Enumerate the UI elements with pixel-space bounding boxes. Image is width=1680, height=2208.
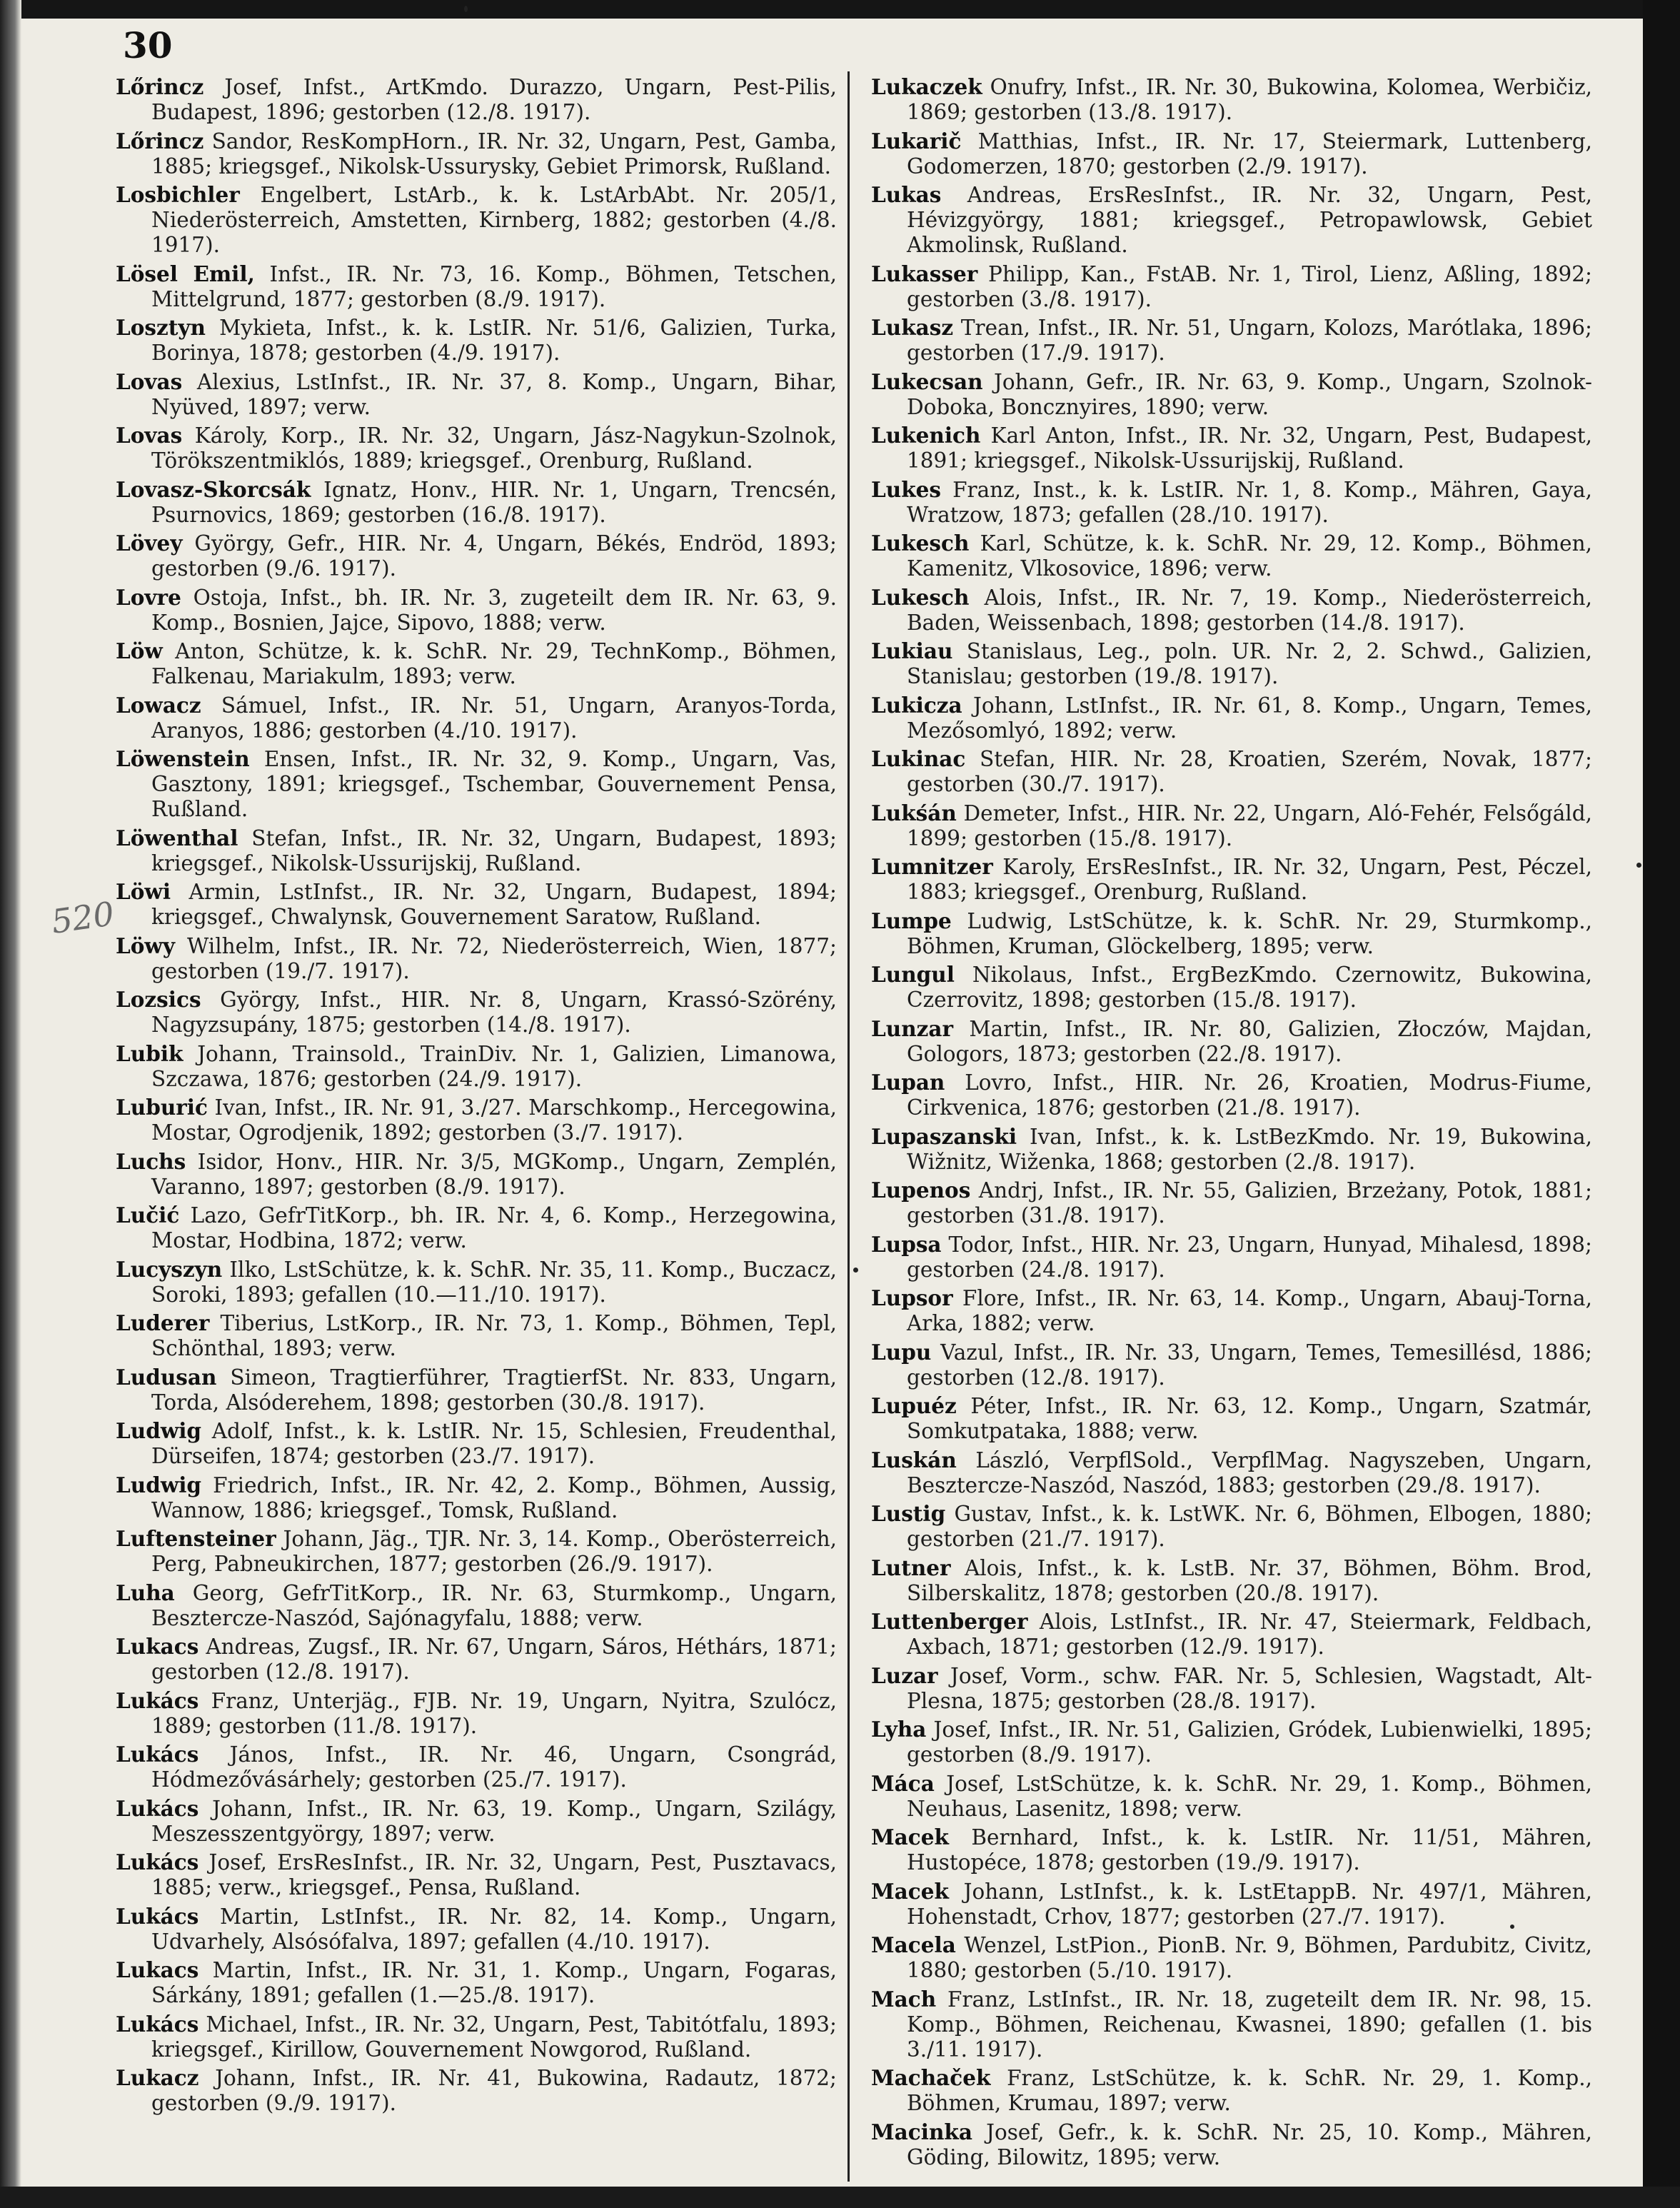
register-entry [871,1501,1592,1552]
register-entry [116,261,837,312]
register-entry [116,1203,837,1253]
entry-details: Péter, Infst., IR. Nr. 63, 12. Komp., Ungarn, Szatmár, Somkutpataka, 1888; verw. [907,1394,1592,1443]
entry-surname: Losztyn [116,315,206,340]
entry-surname: Machaček [871,2065,991,2090]
register-entry [871,1016,1592,1067]
entry-surname: Luha [116,1580,175,1605]
register-entry [116,1580,837,1631]
register-entry [871,261,1592,312]
entry-details: Isidor, Honv., HIR. Nr. 3/5, MGKomp., Ungarn, Zemplén, Varanno, 1897; gestorben (8./9. 1917). [151,1149,837,1199]
entry-details: Martin, Infst., IR. Nr. 31, 1. Komp., Ungarn, Fogaras, Sárkány, 1891; gefallen (1.—25./8. 1917). [151,1958,837,2007]
entry-details: Franz, LstInfst., IR. Nr. 18, zugeteilt dem IR. Nr. 98, 15. Komp., Böhmen, Reichenau, Kwasnei, 1890; gefallen (1. bis 3./11. 1917). [907,1987,1592,2062]
entry-details: Johann, Jäg., TJR. Nr. 3, 14. Komp., Oberösterreich, Perg, Pabneukirchen, 1877; gestorben (26./9. 1917). [151,1527,837,1576]
register-entry [871,1285,1592,1336]
entry-surname: Lozsics [116,987,201,1012]
entry-details: Ensen, Infst., IR. Nr. 32, 9. Komp., Ungarn, Vas, Gasztony, 1891; kriegsgef., Tschembar, Gouvernement Pensa, Rußland. [151,747,837,821]
entry-details: György, Gefr., HIR. Nr. 4, Ungarn, Békés, Endröd, 1893; gestorben (9./6. 1917). [151,531,837,581]
register-entry [871,129,1592,179]
entry-surname: Lupu [871,1339,932,1365]
entry-details: Onufry, Infst., IR. Nr. 30, Bukowina, Kolomea, Werbičiz, 1869; gestorben (13./8. 1917). [907,75,1592,124]
column-divider [847,71,850,2182]
entry-surname: Löwy [116,933,175,958]
entry-details: Johann, LstInfst., IR. Nr. 61, 8. Komp., Ungarn, Temes, Mezősomlyó, 1892; verw. [907,693,1592,743]
entry-details: Sámuel, Infst., IR. Nr. 51, Ungarn, Aranyos-Torda, Aranyos, 1886; gestorben (4./10. 1917). [151,693,837,743]
register-entry [116,1418,837,1469]
entry-details: Stefan, Infst., IR. Nr. 32, Ungarn, Budapest, 1893; kriegsgef., Nikolsk-Ussurijskij, Rußland. [151,826,837,875]
entry-surname: Lučić [116,1203,180,1228]
register-entry [871,2065,1592,2116]
entry-details: Georg, GefrTitKorp., IR. Nr. 63, Sturmkomp., Ungarn, Besztercze-Naszód, Sajónagyfalu, 1888; verw. [151,1580,837,1630]
entry-details: Wenzel, LstPion., PionB. Nr. 9, Böhmen, Pardubitz, Civitz, 1880; gestorben (5./10. 1917). [907,1933,1592,1982]
register-entry [116,369,837,420]
entry-surname: Lyha [871,1717,927,1742]
register-entry [116,933,837,984]
entry-details: Andrj, Infst., IR. Nr. 55, Galizien, Brzeżany, Potok, 1881; gestorben (31./8. 1917). [907,1178,1592,1228]
entry-surname: Lupuéz [871,1393,957,1418]
entry-details: Stefan, HIR. Nr. 28, Kroatien, Szerém, Novak, 1877; gestorben (30./7. 1917). [907,747,1592,796]
entry-surname: Mach [871,1986,937,2012]
register-entry [871,746,1592,797]
entry-details: Michael, Infst., IR. Nr. 32, Ungarn, Pest, Tabitótfalu, 1893; kriegsgef., Kirillow, Gouvernement Nowgorod, Rußland. [151,2012,837,2062]
entry-surname: Lupan [871,1070,945,1095]
entry-surname: Lukiau [871,638,953,663]
entry-surname: Lukacs [116,1634,199,1659]
register-entry [116,826,837,876]
entry-details: Alexius, LstInfst., IR. Nr. 37, 8. Komp., Ungarn, Bihar, Nyüved, 1897; verw. [151,369,837,419]
register-entry [871,1717,1592,1767]
entry-details: Infst., IR. Nr. 73, 16. Komp., Böhmen, Tetschen, Mittelgrund, 1877; gestorben (8./9. 1917). [151,261,837,311]
entry-details: Johann, Infst., IR. Nr. 41, Bukowina, Radautz, 1872; gestorben (9./9. 1917). [151,2066,837,2115]
entry-details: Trean, Infst., IR. Nr. 51, Ungarn, Kolozs, Marótlaka, 1896; gestorben (17./9. 1917). [907,316,1592,365]
register-entry [871,1555,1592,1606]
register-entry [116,315,837,366]
entry-surname: Lukács [116,1687,199,1713]
entry-surname: Lucyszyn [116,1256,223,1282]
ink-speck [853,1268,858,1273]
register-entry [871,1340,1592,1390]
register-entry [116,2012,837,2062]
register-entry [116,746,837,822]
right-column [871,74,1592,2173]
scan-edge-top [0,0,1680,19]
entry-details: Gustav, Infst., k. k. LstWK. Nr. 6, Böhmen, Elbogen, 1880; gestorben (21./7. 1917). [907,1502,1592,1551]
entry-details: Martin, LstInfst., IR. Nr. 82, 14. Komp., Ungarn, Udvarhely, Alsósófalva, 1897; gefallen (4./10. 1917). [151,1904,837,1954]
entry-surname: Lukács [116,1850,199,1875]
entry-surname: Luskán [871,1447,957,1472]
entry-surname: Lukesch [871,531,970,556]
entry-details: Mykieta, Infst., k. k. LstIR. Nr. 51/6, Galizien, Turka, Borinya, 1878; gestorben (4./9. 1917). [151,316,837,365]
entry-surname: Macela [871,1932,956,1957]
register-entry [871,908,1592,959]
entry-details: Josef, Infst., IR. Nr. 51, Galizien, Gródek, Lubienwielki, 1895; gestorben (8./9. 1917). [907,1717,1592,1767]
register-entry [871,1825,1592,1875]
entry-details: Karl, Schütze, k. k. SchR. Nr. 29, 12. Komp., Böhmen, Kamenitz, Vlkosovice, 1896; verw. [907,531,1592,581]
register-entry [116,1957,837,2008]
entry-surname: Lukács [116,1742,199,1767]
entry-surname: Lukács [116,1795,199,1821]
register-entry [871,531,1592,581]
entry-details: László, VerpflSold., VerpflMag. Nagyszeben, Ungarn, Besztercze-Naszód, Naszód, 1883; gestorben (29./8. 1917). [907,1447,1592,1497]
register-entry [871,693,1592,743]
entry-surname: Lukasz [871,315,954,340]
register-entry [116,1149,837,1200]
entry-surname: Löwenstein [116,746,250,771]
entry-surname: Lőrincz [116,74,204,99]
entry-details: Károly, Korp., IR. Nr. 32, Ungarn, Jász-Nagykun-Szolnok, Törökszentmiklós, 1889; kriegsgef., Orenburg, Rußland. [151,423,837,473]
entry-details: Ilko, LstSchütze, k. k. SchR. Nr. 35, 11. Komp., Buczacz, Soroki, 1893; gefallen (10.—11./10. 1917). [151,1257,837,1307]
entry-details: Bernhard, Infst., k. k. LstIR. Nr. 11/51, Mähren, Hustopéce, 1878; gestorben (19./9. 1917). [907,1825,1592,1875]
entry-details: János, Infst., IR. Nr. 46, Ungarn, Csongrád, Hódmezővásárhely; gestorben (25./7. 1917). [151,1742,837,1792]
entry-surname: Luzar [871,1662,938,1688]
left-column [116,74,837,2119]
entry-surname: Lukinac [871,746,966,771]
entry-surname: Lukesch [871,584,970,610]
register-entry [116,1904,837,1954]
entry-details: Ivan, Infst., IR. Nr. 91, 3./27. Marschkomp., Hercegowina, Mostar, Ogrodjenik, 1892; gestorben (3./7. 1917). [151,1095,837,1145]
entry-details: Stanislaus, Leg., poln. UR. Nr. 2, 2. Schwd., Galizien, Stanislau; gestorben (19./8. 1917). [907,639,1592,688]
entry-surname: Macinka [871,2119,972,2144]
entry-surname: Lukes [871,476,942,502]
entry-surname: Lukács [116,2011,199,2037]
entry-details: Andreas, ErsResInfst., IR. Nr. 32, Ungarn, Pest, Hévizgyörgy, 1881; kriegsgef., Petropawlowsk, Gebiet Akmolinsk, Rußland. [907,183,1592,257]
entry-details: Johann, Gefr., IR. Nr. 63, 9. Komp., Ungarn, Szolnok-Doboka, Boncznyires, 1890; verw. [907,369,1592,419]
entry-details: Engelbert, LstArb., k. k. LstArbAbt. Nr. 205/1, Niederösterreich, Amstetten, Kirnberg, 1882; gestorben (4./8. 1917). [151,183,837,257]
register-entry [871,1232,1592,1283]
register-entry [116,74,837,125]
entry-details: Josef, LstSchütze, k. k. SchR. Nr. 29, 1. Komp., Böhmen, Neuhaus, Lasenitz, 1898; verw. [907,1771,1592,1821]
entry-details: Andreas, Zugsf., IR. Nr. 67, Ungarn, Sáros, Héthárs, 1871; gestorben (12./8. 1917). [151,1635,837,1684]
entry-surname: Lőrincz [116,128,204,154]
entry-details: Tiberius, LstKorp., IR. Nr. 73, 1. Komp., Böhmen, Tepl, Schönthal, 1893; verw. [151,1311,837,1360]
entry-surname: Lukacz [116,2065,199,2090]
entry-surname: Lubik [116,1040,183,1066]
entry-surname: Lupsa [871,1231,942,1257]
register-entry [116,585,837,636]
register-entry [116,879,837,930]
register-entry [116,1742,837,1792]
entry-surname: Lukicza [871,692,962,718]
register-entry [116,693,837,743]
entry-surname: Lustig [871,1501,946,1526]
register-entry [116,1796,837,1847]
entry-surname: Lukacs [116,1957,199,1982]
entry-details: Johann, Trainsold., TrainDiv. Nr. 1, Galizien, Limanowa, Szczawa, 1876; gestorben (24./9. 1917). [151,1041,837,1091]
entry-details: Vazul, Infst., IR. Nr. 33, Ungarn, Temes, Temesillésd, 1886; gestorben (12./8. 1917). [907,1340,1592,1390]
entry-surname: Lumnitzer [871,854,993,879]
register-entry [116,2065,837,2116]
entry-details: Alois, LstInfst., IR. Nr. 47, Steiermark, Feldbach, Axbach, 1871; gestorben (12./9. 1917). [907,1610,1592,1659]
scan-edge-left [0,0,21,2208]
register-entry [871,1178,1592,1228]
entry-details: Demeter, Infst., HIR. Nr. 22, Ungarn, Aló-Fehér, Felsőgáld, 1899; gestorben (15./8. 1917). [907,801,1592,850]
entry-surname: Ludwig [116,1472,202,1497]
register-entry [871,585,1592,636]
entry-surname: Lowacz [116,692,201,718]
entry-surname: Luftensteiner [116,1526,276,1551]
register-entry [871,801,1592,851]
ink-speck [1636,863,1641,868]
entry-surname: Macek [871,1878,949,1904]
register-entry [116,987,837,1038]
entry-surname: Löwenthal [116,825,238,850]
register-entry [871,1932,1592,1983]
register-entry [116,477,837,528]
entry-details: Ivan, Infst., k. k. LstBezKmdo. Nr. 19, Bukowina, Wižnitz, Wiženka, 1868; gestorben (2./8. 1917). [907,1124,1592,1174]
entry-details: Ludwig, LstSchütze, k. k. SchR. Nr. 29, Sturmkomp., Böhmen, Kruman, Glöckelberg, 1895; verw. [907,908,1592,958]
entry-surname: Ludusan [116,1364,217,1390]
register-entry [116,531,837,581]
ink-speck [1510,1925,1514,1929]
entry-surname: Luburić [116,1095,208,1120]
entry-surname: Máca [871,1770,935,1796]
entry-details: Alois, Infst., k. k. LstB. Nr. 37, Böhmen, Böhm. Brod, Silberskalitz, 1878; gestorben (20./8. 1917). [907,1555,1592,1605]
register-entry [116,1472,837,1523]
register-entry [116,1041,837,1092]
entry-details: Martin, Infst., IR. Nr. 80, Galizien, Złoczów, Majdan, Gologors, 1873; gestorben (22./8. 1917). [907,1016,1592,1066]
entry-details: Lovro, Infst., HIR. Nr. 26, Kroatien, Modrus-Fiume, Cirkvenica, 1876; gestorben (21./8. 1917). [907,1070,1592,1120]
entry-details: Josef, Vorm., schw. FAR. Nr. 5, Schlesien, Wagstadt, Alt-Plesna, 1875; gestorben (28./8. 1917). [907,1663,1592,1713]
entry-details: Josef, Gefr., k. k. SchR. Nr. 25, 10. Komp., Mähren, Göding, Bilowitz, 1895; verw. [907,2119,1592,2169]
register-entry [871,315,1592,366]
entry-details: Franz, Unterjäg., FJB. Nr. 19, Ungarn, Nyitra, Szulócz, 1889; gestorben (11./8. 1917). [151,1688,837,1738]
entry-surname: Luchs [116,1148,186,1174]
entry-surname: Lovre [116,584,181,610]
register-entry [116,1688,837,1739]
entry-details: Johann, LstInfst., k. k. LstEtappB. Nr. 497/1, Mähren, Hohenstadt, Crhov, 1877; gestorben (27./7. 1917). [907,1879,1592,1929]
entry-details: Nikolaus, Infst., ErgBezKmdo. Czernowitz, Bukowina, Czerrovitz, 1898; gestorben (15./8. 1917). [907,963,1592,1012]
handwritten-margin-note: 520 [49,894,117,941]
entry-surname: Ludwig [116,1418,202,1443]
entry-surname: Lovasz-Skorcsák [116,476,311,502]
entry-surname: Lukśán [871,800,957,826]
entry-surname: Lovas [116,368,183,394]
register-entry [871,477,1592,528]
entry-details: Karl Anton, Infst., IR. Nr. 32, Ungarn, Pest, Budapest, 1891; kriegsgef., Nikolsk-Ussurijskij, Rußland. [907,423,1592,473]
register-entry [871,1987,1592,2062]
register-entry [871,854,1592,905]
entry-surname: Losbichler [116,182,240,207]
page-number: 30 [123,24,173,66]
entry-surname: Lukács [116,1903,199,1929]
register-entry [871,2119,1592,2170]
entry-details: Todor, Infst., HIR. Nr. 23, Ungarn, Hunyad, Mihalesd, 1898; gestorben (24./8. 1917). [907,1232,1592,1282]
entry-surname: Lövey [116,531,183,556]
entry-details: Simeon, Tragtierführer, TragtierfSt. Nr. 833, Ungarn, Torda, Alsóderehem, 1898; gestorben (30./8. 1917). [151,1365,837,1415]
entry-surname: Lupsor [871,1285,953,1310]
register-entry [871,182,1592,258]
entry-details: Ignatz, Honv., HIR. Nr. 1, Ungarn, Trencsén, Psurnovics, 1869; gestorben (16./8. 1917). [151,477,837,527]
entry-details: Josef, Infst., ArtKmdo. Durazzo, Ungarn, Pest-Pilis, Budapest, 1896; gestorben (12./8. 1917). [151,75,837,124]
entry-details: Flore, Infst., IR. Nr. 63, 14. Komp., Ungarn, Abauj-Torna, Arka, 1882; verw. [907,1286,1592,1335]
register-entry [871,1663,1592,1714]
entry-surname: Lukaczek [871,74,982,99]
entry-surname: Macek [871,1825,949,1850]
entry-surname: Lunzar [871,1015,954,1041]
register-entry [871,1447,1592,1498]
entry-surname: Löwi [116,879,171,904]
scan-edge-bottom [0,2187,1680,2208]
register-entry [116,1634,837,1685]
entry-surname: Luttenberger [871,1609,1028,1634]
ink-speck [464,6,468,12]
entry-details: György, Infst., HIR. Nr. 8, Ungarn, Krassó-Szörény, Nagyzsupány, 1875; gestorben (14./8. 1917). [151,988,837,1037]
register-entry [116,1095,837,1145]
entry-surname: Lupaszanski [871,1123,1017,1149]
register-entry [871,1609,1592,1660]
entry-surname: Lukecsan [871,368,983,394]
entry-surname: Lukenich [871,423,981,448]
entry-surname: Luderer [116,1310,210,1335]
register-entry [871,1393,1592,1444]
register-entry [871,423,1592,473]
register-entry [116,638,837,689]
entry-details: Friedrich, Infst., IR. Nr. 42, 2. Komp., Böhmen, Aussig, Wannow, 1886; kriegsgef., Tomsk, Rußland. [151,1472,837,1522]
entry-surname: Lumpe [871,908,952,933]
register-entry [871,1070,1592,1120]
entry-details: Johann, Infst., IR. Nr. 63, 19. Komp., Ungarn, Szilágy, Meszesszentgyörgy, 1897; verw. [151,1796,837,1846]
entry-details: Adolf, Infst., k. k. LstIR. Nr. 15, Schlesien, Freudenthal, Dürseifen, 1874; gestorben (23./7. 1917). [151,1419,837,1468]
entry-surname: Lukarič [871,128,962,154]
register-entry [871,962,1592,1013]
entry-details: Franz, Inst., k. k. LstIR. Nr. 1, 8. Komp., Mähren, Gaya, Wratzow, 1873; gefallen (28./10. 1917). [907,477,1592,527]
register-entry [116,1365,837,1415]
entry-surname: Lovas [116,423,183,448]
register-entry [871,369,1592,420]
entry-surname: Lutner [871,1555,951,1580]
entry-details: Anton, Schütze, k. k. SchR. Nr. 29, TechnKomp., Böhmen, Falkenau, Mariakulm, 1893; verw. [151,639,837,688]
register-entry [116,129,837,179]
entry-surname: Löw [116,638,163,663]
entry-details: Matthias, Infst., IR. Nr. 17, Steiermark, Luttenberg, Godomerzen, 1870; gestorben (2./9. 1917). [907,129,1592,179]
entry-surname: Lösel Emil, [116,261,255,286]
register-entry [116,1526,837,1577]
register-entry [116,1850,837,1900]
entry-surname: Lukasser [871,261,978,286]
register-entry [871,1879,1592,1930]
entry-details: Armin, LstInfst., IR. Nr. 32, Ungarn, Budapest, 1894; kriegsgef., Chwalynsk, Gouvernement Saratow, Rußland. [151,880,837,929]
entry-details: Sandor, ResKompHorn., IR. Nr. 32, Ungarn, Pest, Gamba, 1885; kriegsgef., Nikolsk-Ussurysky, Gebiet Primorsk, Rußland. [151,129,837,179]
register-entry [116,1257,837,1308]
entry-details: Wilhelm, Infst., IR. Nr. 72, Niederösterreich, Wien, 1877; gestorben (19./7. 1917). [151,933,837,983]
entry-details: Karoly, ErsResInfst., IR. Nr. 32, Ungarn, Pest, Péczel, 1883; kriegsgef., Orenburg, Rußland. [907,855,1592,904]
register-entry [871,1771,1592,1822]
register-entry [871,1124,1592,1175]
entry-surname: Lukas [871,182,942,207]
register-entry [871,638,1592,689]
register-entry [116,423,837,473]
entry-details: Alois, Infst., IR. Nr. 7, 19. Komp., Niederösterreich, Baden, Weissenbach, 1898; gestorben (14./8. 1917). [907,585,1592,635]
entry-details: Ostoja, Infst., bh. IR. Nr. 3, zugeteilt dem IR. Nr. 63, 9. Komp., Bosnien, Jajce, Sipovo, 1888; verw. [151,585,837,635]
entry-surname: Lupenos [871,1178,971,1203]
entry-surname: Lungul [871,962,955,987]
entry-details: Philipp, Kan., FstAB. Nr. 1, Tirol, Lienz, Aßling, 1892; gestorben (3./8. 1917). [907,261,1592,311]
register-entry [116,182,837,258]
register-entry [116,1310,837,1361]
entry-details: Franz, LstSchütze, k. k. SchR. Nr. 29, 1. Komp., Böhmen, Krumau, 1897; verw. [907,2066,1592,2115]
entry-details: Josef, ErsResInfst., IR. Nr. 32, Ungarn, Pest, Pusztavacs, 1885; verw., kriegsgef., Pensa, Rußland. [151,1850,837,1900]
register-entry [871,74,1592,125]
entry-details: Lazo, GefrTitKorp., bh. IR. Nr. 4, 6. Komp., Herzegowina, Mostar, Hodbina, 1872; verw. [151,1203,837,1253]
scan-edge-right [1643,0,1680,2208]
